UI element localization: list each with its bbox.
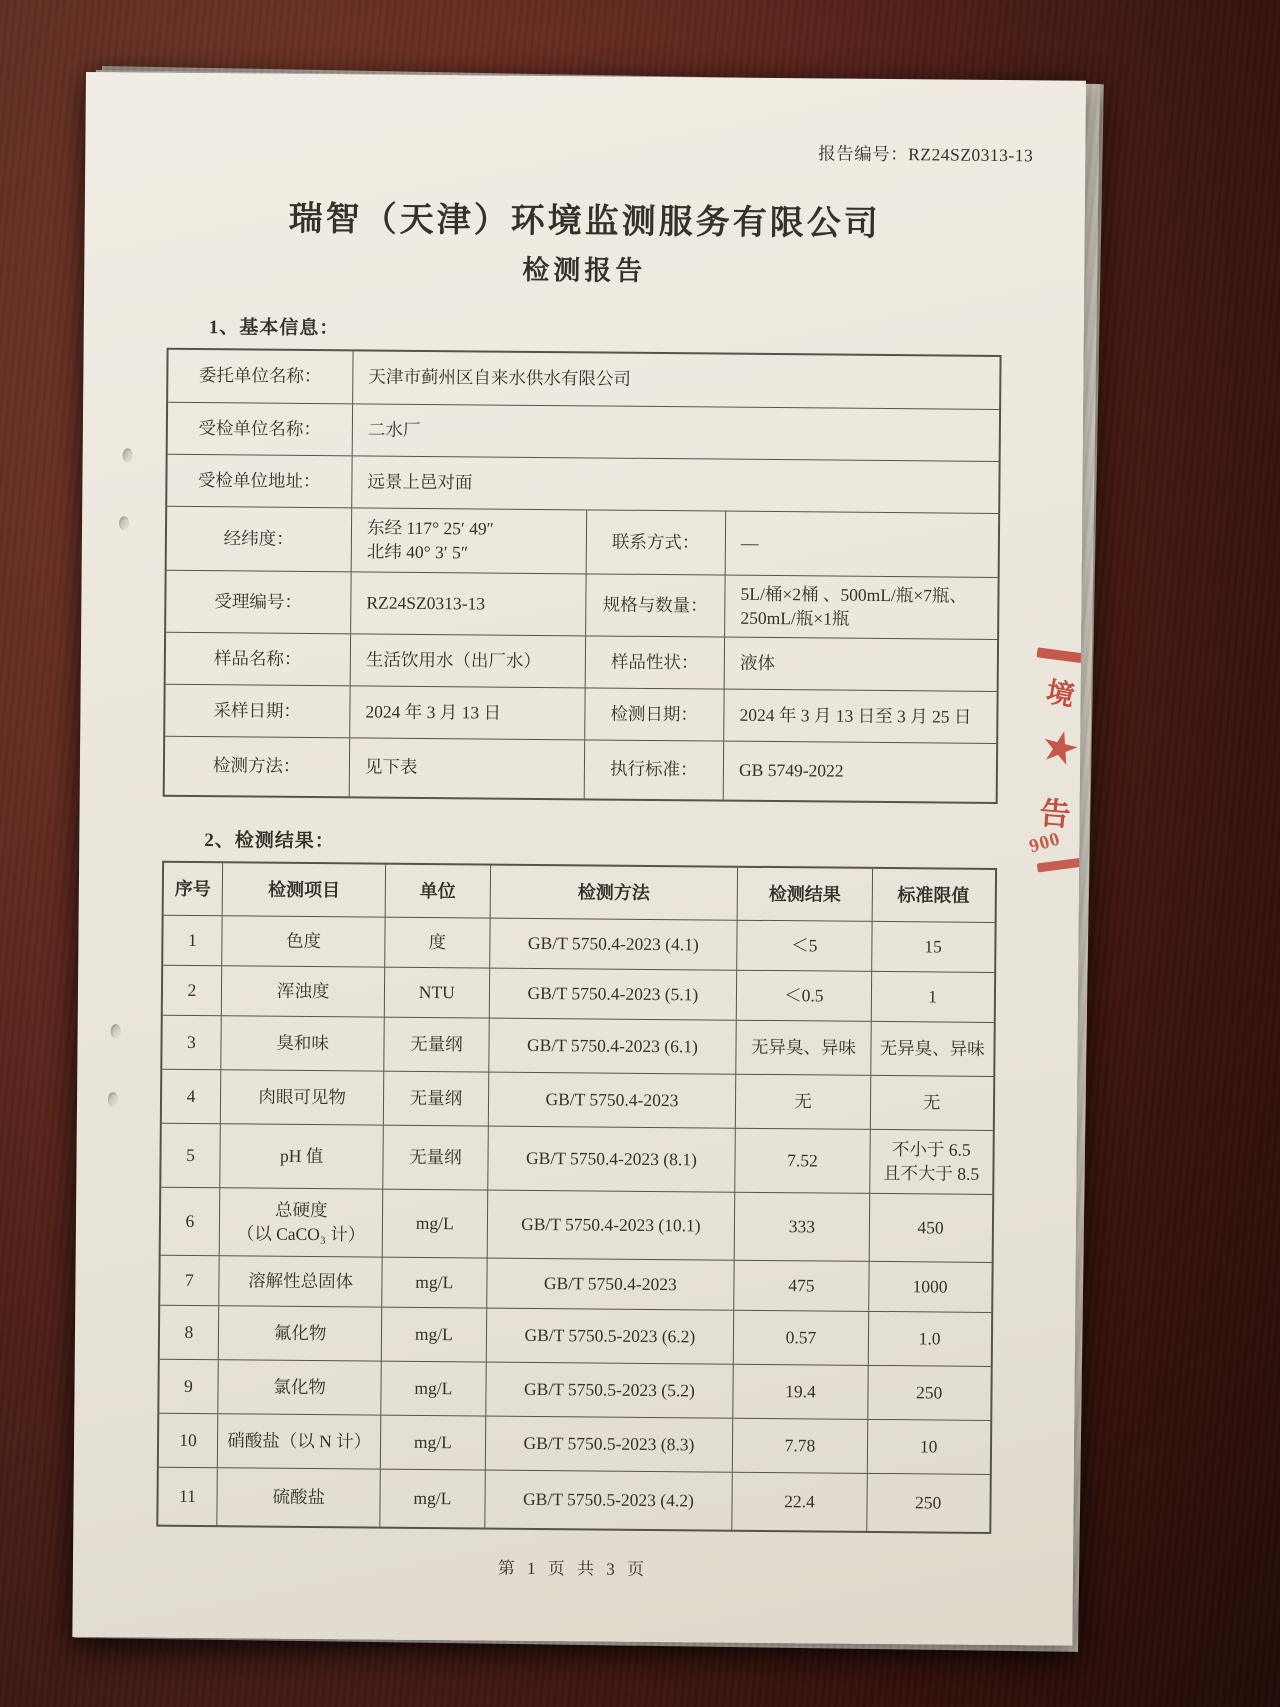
info-label: 受检单位名称： [198,417,321,439]
info-value: 见下表 [349,738,584,798]
info-value: 天津市蓟州区自来水供水有限公司 [352,351,999,409]
info-value: 东经 117° 25′ 49″ 北纬 40° 3′ 5″ [351,508,586,573]
stamp-character: 告 [1038,795,1072,833]
cell-method: GB/T 5750.5-2023 (6.2) [485,1309,733,1364]
cell-unit: 无量纲 [383,1018,488,1072]
cell-no: 9 [184,1375,193,1396]
page-number: 第 1 页 共 3 页 [497,1558,649,1579]
result-row [162,965,993,1022]
cell-unit: mg/L [381,1258,486,1308]
cell-no: 10 [179,1429,197,1450]
info-value: 2024 年 3 月 13 日至 3 月 25 日 [723,690,996,743]
cell-result: 333 [734,1193,869,1261]
info-label: 规格与数量： [585,574,725,636]
info-value: — [725,512,998,577]
cell-limit: 1 [871,972,994,1022]
info-label: 受检单位地址： [197,469,321,491]
cell-result: 0.57 [733,1311,868,1365]
cell-unit: mg/L [380,1362,485,1416]
cell-result: ＜0.5 [736,971,871,1021]
info-row-test-method [164,736,995,802]
cell-item: pH 值 [220,1124,383,1188]
info-label: 样品名称： [213,647,302,669]
basic-info-heading: 1、基本信息： [208,317,340,340]
cell-unit: 无量纲 [383,1072,488,1126]
cell-method: GB/T 5750.5-2023 (8.3) [485,1417,733,1472]
cell-item: 总硬度 （以 CaCO₃ 计） [219,1188,382,1256]
result-row [161,1069,992,1130]
info-label: 检测日期： [584,688,724,740]
stamp-digits: 900 [1026,828,1063,858]
cell-no: 3 [187,1031,196,1052]
result-row [158,1467,989,1532]
cell-method: GB/T 5750.4-2023 (5.1) [488,969,736,1020]
report-page [72,72,1086,1646]
info-value: 二水厂 [352,404,999,461]
cell-item: 肉眼可见物 [220,1070,383,1124]
result-row [160,1187,992,1262]
cell-limit: 不小于 6.5 且不大于 8.5 [869,1130,992,1194]
punch-hole [123,448,133,462]
info-label: 检测方法： [212,755,301,777]
punch-hole [119,516,129,530]
info-row-client-name [168,350,999,409]
cell-limit: 450 [868,1194,991,1262]
info-row-inspected-name [167,402,998,461]
result-row [160,1255,991,1312]
cell-result: 无异臭、异味 [735,1021,870,1075]
cell-result: 7.78 [732,1419,867,1473]
punch-hole [111,1024,121,1038]
info-row-coordinates [166,506,998,577]
result-row [159,1359,990,1420]
cell-limit: 15 [871,922,994,972]
column-header-no: 序号 [174,878,211,899]
cell-no: 1 [187,929,197,950]
stamp-bar [1037,858,1084,873]
results-header-row [163,863,994,922]
info-row-inspected-address [167,454,998,513]
cell-unit: mg/L [381,1308,486,1362]
cell-method: GB/T 5750.4-2023 [486,1259,734,1310]
cell-unit: 无量纲 [382,1126,487,1190]
info-label: 经纬度： [223,527,294,549]
cell-no: 4 [186,1085,196,1106]
info-value: 生活饮用水（出厂水） [350,634,585,687]
cell-item: 浑浊度 [221,966,384,1016]
info-row-sampling-date [165,684,996,743]
info-value: 远景上邑对面 [351,456,998,513]
info-value: 5L/桶×2桶 、500mL/瓶×7瓶、250mL/瓶×1瓶 [724,576,997,639]
cell-item: 氟化物 [218,1306,381,1360]
report-number: 报告编号：RZ24SZ0313-13 [818,143,1034,166]
cell-item: 色度 [222,916,385,966]
column-header-method: 检测方法 [489,866,737,920]
result-row [159,1305,990,1366]
cell-method: GB/T 5750.5-2023 (4.2) [484,1471,732,1530]
column-header-item: 检测项目 [222,863,385,916]
cell-no: 2 [187,979,197,1000]
results-heading: 2、检测结果： [204,830,335,853]
cell-unit: 度 [384,918,489,968]
basic-info-table [162,348,1001,804]
stamp-bar [1037,647,1086,663]
stamp-character: 境 [1043,677,1077,713]
info-value: 液体 [724,638,997,691]
cell-limit: 无 [870,1076,993,1130]
cell-no: 5 [186,1144,195,1165]
cell-method: GB/T 5750.4-2023 (8.1) [487,1127,735,1192]
result-row [158,1413,989,1474]
cell-no: 6 [185,1210,195,1231]
report-title: 检测报告 [522,254,647,286]
result-row [163,915,994,972]
cell-item: 硫酸盐 [217,1468,380,1526]
column-header-unit: 单位 [385,865,490,918]
cell-method: GB/T 5750.5-2023 (5.2) [485,1363,733,1418]
cell-no: 7 [184,1269,194,1290]
info-label: 采样日期： [213,699,302,721]
info-label: 委托单位名称： [198,365,322,387]
results-table [156,861,997,1534]
cell-unit: NTU [384,968,489,1018]
info-row-sample-name [165,632,996,691]
column-header-result: 检测结果 [737,868,872,921]
cell-method: GB/T 5750.4-2023 [488,1073,736,1128]
info-label: 受理编号： [214,590,302,612]
cell-item: 硝酸盐（以 N 计） [217,1414,380,1468]
cell-limit: 10 [867,1420,990,1474]
cell-unit: mg/L [380,1416,485,1470]
cell-unit: mg/L [379,1470,484,1528]
cell-item: 氯化物 [218,1360,381,1414]
cell-result: 无 [735,1075,870,1129]
info-value: GB 5749-2022 [723,742,996,802]
cell-item: 溶解性总固体 [219,1256,382,1306]
cell-method: GB/T 5750.4-2023 (4.1) [489,919,737,970]
cell-limit: 1000 [868,1262,991,1312]
info-row-acceptance-number [166,570,998,639]
cell-method: GB/T 5750.4-2023 (10.1) [486,1191,734,1260]
star-icon: ★ [1034,719,1086,777]
cell-limit: 250 [867,1366,990,1420]
cell-limit: 250 [866,1474,989,1532]
info-label: 联系方式： [585,510,725,574]
cell-result: 475 [733,1261,868,1311]
company-title: 瑞智（天津）环境监测服务有限公司 [288,200,881,243]
cell-limit: 1.0 [868,1312,991,1366]
cell-no: 8 [184,1321,194,1342]
info-label: 执行标准： [583,740,723,799]
cell-result: 22.4 [731,1473,866,1531]
cell-no: 11 [178,1485,197,1506]
cell-limit: 无异臭、异味 [870,1022,993,1076]
cell-item: 臭和味 [221,1016,384,1070]
cell-result: ＜5 [736,921,871,971]
red-seal-stamp [1021,636,1086,887]
column-header-limit: 标准限值 [871,869,994,922]
info-label: 样品性状： [584,636,724,688]
cell-result: 7.52 [734,1129,869,1193]
result-row [162,1015,993,1076]
punch-hole [108,1092,118,1106]
cell-result: 19.4 [732,1365,867,1419]
result-row [161,1123,993,1194]
info-value: 2024 年 3 月 13 日 [349,686,584,739]
cell-unit: mg/L [382,1190,487,1258]
cell-method: GB/T 5750.4-2023 (6.1) [488,1019,736,1074]
info-value: RZ24SZ0313-13 [350,572,585,635]
